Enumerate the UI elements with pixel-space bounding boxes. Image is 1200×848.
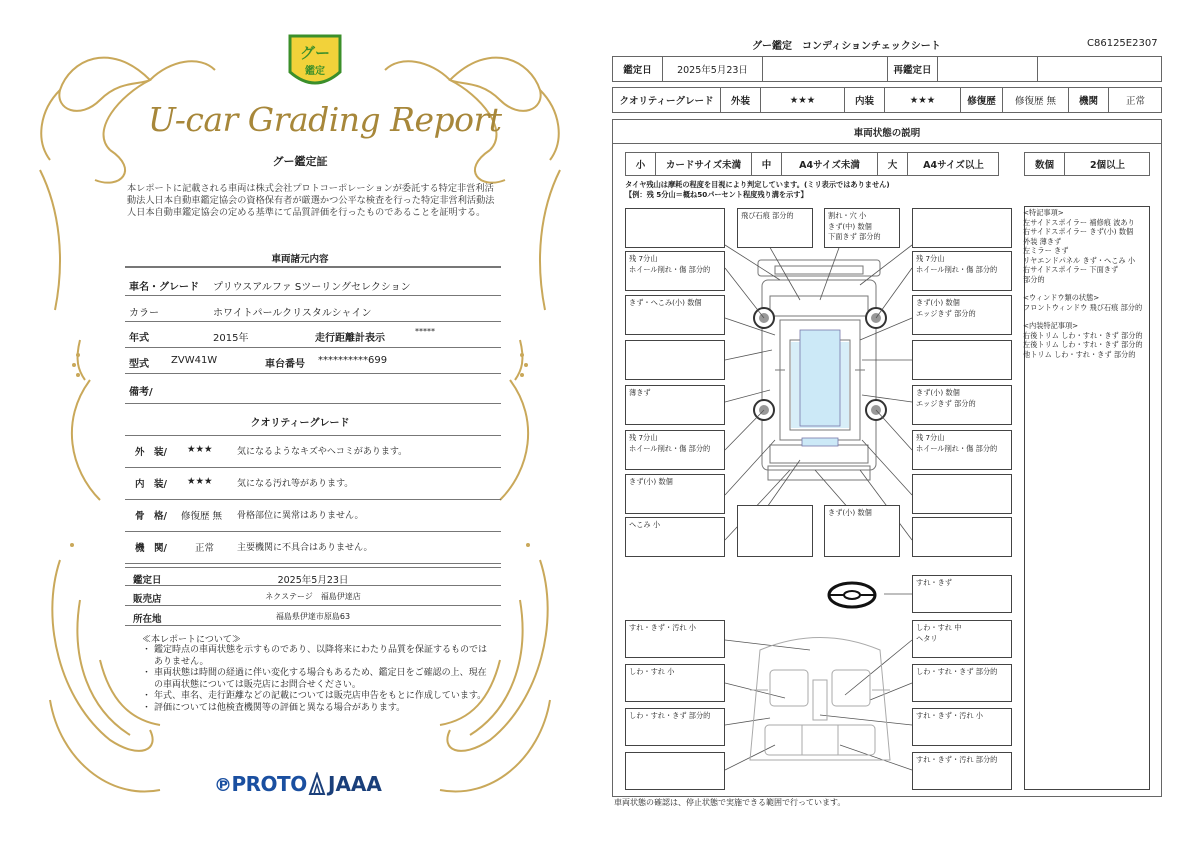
chassis-label: 車台番号 — [265, 359, 305, 370]
exterior-label: 外装 — [721, 88, 761, 112]
inspect-date-value: 2025年5月23日 — [663, 57, 763, 81]
special-note-line: <ウィンドウ類の状態> — [1023, 293, 1100, 302]
proto-logo: ℗PROTO — [214, 772, 307, 796]
grade-label: 骨 格/ — [135, 511, 167, 522]
spec-row-remarks — [125, 374, 501, 404]
damage-box-front-center-left: 飛び石痕 部分的 — [737, 208, 813, 248]
sheet-title: グー鑑定 コンディションチェックシート — [752, 41, 941, 52]
note-item: ・ 評価については他検査機関等の評価と異なる場合があります。 — [142, 703, 492, 715]
interior-box-steering: すれ・きず — [912, 575, 1012, 613]
sheet-id: C86125E2307 — [1087, 38, 1158, 49]
damage-box-front-center-right: 割れ・穴 小 きず(中) 数個 下面きず 部分的 — [824, 208, 900, 248]
grade-comment: 骨格部位に異常はありません。 — [237, 511, 364, 521]
model-value: ZVW41W — [171, 355, 218, 366]
notes-list — [142, 645, 492, 714]
size-small-label: 小 — [626, 153, 656, 175]
goo-badge-icon — [286, 32, 344, 94]
color-value: ホワイトパールクリスタルシャイン — [213, 308, 372, 319]
special-note-line: <特記事項> — [1023, 208, 1064, 217]
spec-row-color — [125, 296, 501, 322]
spec-divider — [125, 266, 501, 268]
svg-text:グー: グー — [299, 44, 331, 62]
damage-box-front-left-top — [625, 208, 725, 248]
damage-box-right-front-door — [912, 340, 1012, 380]
repair-value: 修復歴 無 — [1003, 88, 1069, 112]
footer-logos — [214, 770, 414, 800]
special-notes-list — [1023, 208, 1143, 359]
special-note-line — [1023, 312, 1143, 321]
spec-row-car-name — [125, 270, 501, 296]
damage-box-right-rear-quarter — [912, 474, 1012, 514]
chassis-value: **********699 — [318, 355, 388, 366]
car-name-value: プリウスアルファ Sツーリングセレクション — [213, 282, 411, 293]
engine-label: 機関 — [1069, 88, 1109, 112]
damage-box-right-front-fender: きず(小) 数個 エッジきず 部分的 — [912, 295, 1012, 335]
special-note-line: フロントウィンドウ 飛び石痕 部分的 — [1023, 302, 1143, 312]
damage-box-front-right-top — [912, 208, 1012, 248]
dealer-value: ネクステージ 福島伊達店 — [265, 592, 361, 601]
exterior-value: ★★★ — [761, 88, 845, 112]
interior-box-right-3: すれ・きず・汚れ 小 — [912, 708, 1012, 746]
grade-row-engine — [125, 532, 501, 564]
interior-box-left-1: すれ・きず・汚れ 小 — [625, 620, 725, 658]
special-note-line: リヤエンドパネル きず・へこみ 小 — [1023, 255, 1136, 265]
interior-box-right-1: しわ・すれ 中 ヘタリ — [912, 620, 1012, 658]
odometer-label: 走行距離計表示 — [315, 333, 385, 344]
condition-check-sheet — [600, 0, 1200, 848]
special-note-line: 左サイドスポイラー 補修痕 波あり — [1023, 217, 1135, 227]
grade-comment: 気になる汚れ等があります。 — [237, 479, 354, 489]
grade-value: 修復歴 無 — [181, 511, 223, 522]
odometer-value: ***** — [415, 327, 435, 336]
state-title: 車両状態の説明 — [613, 120, 1161, 144]
damage-box-left-front-tire: 残 7分山 ホイール削れ・傷 部分的 — [625, 251, 725, 291]
remarks-label: 備考/ — [129, 387, 153, 398]
reinspect-date-label: 再鑑定日 — [888, 57, 938, 81]
grade-comment: 気になるようなキズやヘコミがあります。 — [237, 447, 408, 457]
sheet-footer-note: 車両状態の確認は、停止状態で実施できる範囲で行っています。 — [614, 798, 846, 807]
grade-value: ★★★ — [187, 444, 213, 455]
damage-box-left-front-door — [625, 340, 725, 380]
interior-box-right-4: すれ・きず・汚れ 部分的 — [912, 752, 1012, 790]
special-note-line: 部分的 — [1023, 274, 1045, 284]
grade-row-exterior — [125, 436, 501, 468]
color-label: カラー — [129, 308, 159, 319]
tire-note: タイヤ残山は摩耗の程度を目視により判定しています。(ミリ表示ではありません) — [625, 180, 890, 189]
size-large-desc: A4サイズ以上 — [923, 160, 984, 171]
grade-row-interior — [125, 468, 501, 500]
year-label: 年式 — [129, 333, 149, 344]
date-value: 2025年5月23日 — [277, 575, 349, 586]
size-mid-desc: A4サイズ未満 — [782, 153, 878, 175]
grade-row-frame — [125, 500, 501, 532]
special-note-line: 右サイドスポイラー きず(小) 数個 — [1023, 227, 1134, 236]
special-note-line: 他トリム しわ・すれ・きず 部分的 — [1023, 349, 1136, 359]
quality-grade-title: クオリティーグレード — [250, 418, 350, 429]
special-note-line — [1023, 284, 1143, 293]
date-label: 鑑定日 — [133, 575, 162, 586]
grade-value: 正常 — [195, 543, 215, 554]
quality-grade-label: クオリティーグレード — [613, 88, 721, 112]
car-interior-diagram — [740, 630, 900, 770]
date-row — [125, 567, 501, 586]
interior-box-left-4 — [625, 752, 725, 790]
note-item: ・ 年式、車名、走行距離などの記載については販売店申告をもとに作成しています。 — [142, 691, 492, 703]
special-note-line: 外装 薄きず — [1023, 236, 1062, 246]
damage-box-rear-left-bottom: へこみ 小 — [625, 517, 725, 557]
special-note-line: 左ミラー きず — [1023, 246, 1069, 255]
interior-box-left-3: しわ・すれ・きず 部分的 — [625, 708, 725, 746]
damage-box-rear-center-left — [737, 505, 813, 557]
grade-comment: 主要機関に不具合はありません。 — [237, 543, 373, 553]
certificate-title: グー鑑定証 — [272, 155, 328, 168]
special-note-line: <内装特記事項> — [1023, 321, 1079, 330]
grade-label: 内 装/ — [135, 479, 167, 490]
interior-label: 内装 — [845, 88, 885, 112]
repair-label: 修復歴 — [961, 88, 1003, 112]
car-name-label: 車名・グレード — [129, 282, 199, 293]
year-value: 2015年 — [213, 333, 249, 344]
damage-box-right-rear-tire: 残 7分山 ホイール削れ・傷 部分的 — [912, 430, 1012, 470]
damage-box-left-rear-quarter: きず(小) 数個 — [625, 474, 725, 514]
address-value: 福島県伊達市原島63 — [275, 612, 351, 621]
grade-value: ★★★ — [187, 476, 213, 487]
size-large-label: 大 — [878, 153, 908, 175]
inspect-date-label: 鑑定日 — [613, 57, 663, 81]
damage-box-right-front-tire: 残 7分山 ホイール削れ・傷 部分的 — [912, 251, 1012, 291]
damage-box-right-rear-door: きず(小) 数個 エッジきず 部分的 — [912, 385, 1012, 425]
grade-label: 機 関/ — [135, 543, 167, 554]
damage-box-rear-center-right: きず(小) 数個 — [824, 505, 900, 557]
interior-value: ★★★ — [885, 88, 961, 112]
count-desc: 2個以上 — [1089, 160, 1126, 171]
special-note-line: 右後トリム しわ・すれ・きず 部分的 — [1023, 330, 1143, 340]
tire-example: 【例：残 5分山＝概ね50パーセント程度残り溝を示す】 — [625, 190, 808, 199]
script-title: U-car Grading Report — [148, 100, 502, 139]
jaaa-mark-icon — [308, 772, 326, 796]
jaaa-logo: JAAA — [328, 772, 382, 796]
spec-row-year — [125, 322, 501, 348]
special-note-line: 右サイドスポイラー 下面きず — [1023, 265, 1119, 274]
dealer-label: 販売店 — [133, 594, 162, 605]
damage-box-left-rear-door: 薄きず — [625, 385, 725, 425]
spec-row-model — [125, 348, 501, 374]
steering-wheel-icon — [826, 580, 878, 610]
spec-section-title: 車両諸元内容 — [271, 254, 329, 265]
engine-value: 正常 — [1125, 96, 1145, 107]
dealer-row — [125, 587, 501, 606]
damage-box-rear-right-bottom — [912, 517, 1012, 557]
certificate-intro: 本レポートに記載される車両は株式会社プロトコーポレーションが委託する特定非営利活動法人日本自動車鑑定協会の資格保有者が厳選かつ公平な検査を行った特定非営利活動法人日本自動車鑑定協会の定める基準にて品質評価を行ったものであることを証明する。 — [127, 183, 495, 218]
grade-label: 外 装/ — [135, 447, 167, 458]
size-mid-label: 中 — [752, 153, 782, 175]
interior-box-right-2: しわ・すれ・きず 部分的 — [912, 664, 1012, 702]
note-item: ・ 車両状態は時間の経過に伴い変化する場合もあるため、鑑定日をご確認の上、現在の車両状態については販売店にお問合せください。 — [142, 668, 492, 691]
damage-box-left-rear-tire: 残 7分山 ホイール削れ・傷 部分的 — [625, 430, 725, 470]
address-row — [125, 607, 501, 626]
interior-box-left-2: しわ・すれ 小 — [625, 664, 725, 702]
size-small-desc: カードサイズ未満 — [656, 153, 752, 175]
notes-title: ≪本レポートについて≫ — [142, 635, 241, 645]
count-label: 数個 — [1025, 153, 1065, 175]
special-note-line: 左後トリム しわ・すれ・きず 部分的 — [1023, 340, 1143, 349]
note-item: ・ 鑑定時点の車両状態を示すものであり、以降将来にわたり品質を保証するものではありません。 — [142, 645, 492, 668]
svg-text:鑑定: 鑑定 — [305, 66, 325, 77]
model-label: 型式 — [129, 359, 149, 370]
damage-box-left-front-fender: きず・へこみ(小) 数個 — [625, 295, 725, 335]
address-label: 所在地 — [133, 614, 162, 625]
